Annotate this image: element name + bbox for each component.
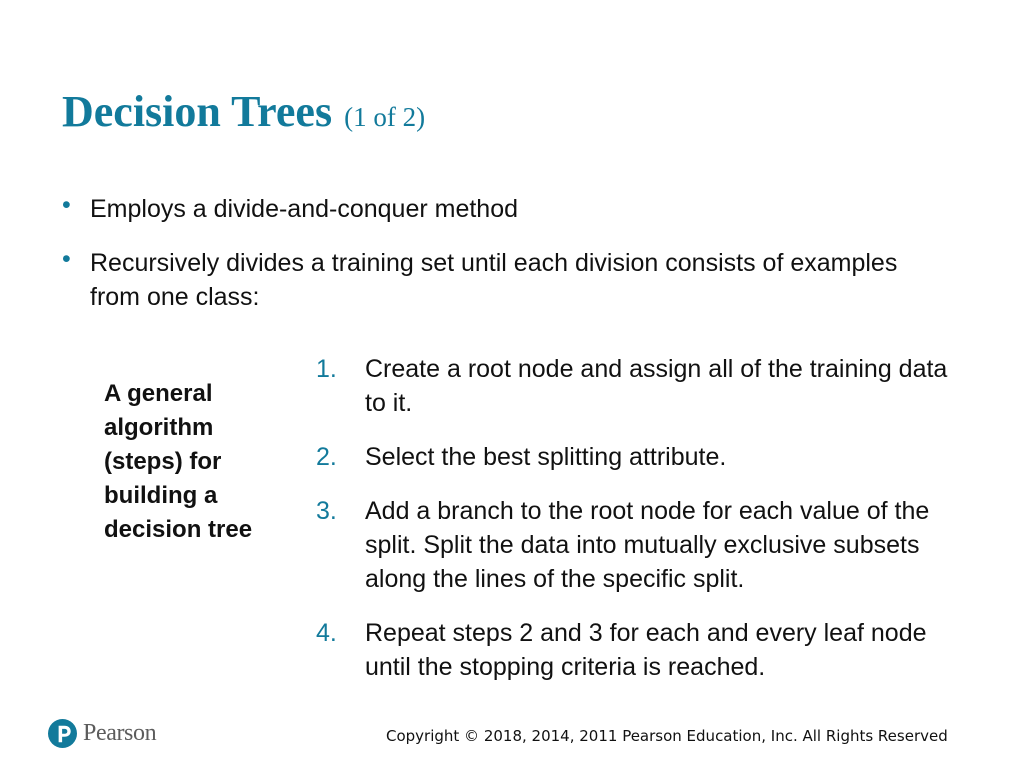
bullet-text: Employs a divide-and-conquer method [90, 195, 519, 223]
copyright-notice: Copyright © 2018, 2014, 2011 Pearson Education, Inc. All Rights Reserved [386, 727, 948, 745]
step-number: 2. [316, 443, 337, 471]
step-text: Create a root node and assign all of the training data to it. [365, 355, 948, 417]
bullet-dot-icon: • [62, 191, 71, 219]
step-text: Add a branch to the root node for each value of the split. Split the data into mutually exclusive subsets along the lines of the specific split. [365, 497, 930, 593]
bullet-list [62, 192, 922, 334]
bullet-item [62, 192, 922, 226]
algorithm-label: A general algorithm (steps) for building a decision tree [104, 380, 253, 543]
algorithm-steps-list [316, 352, 966, 704]
pearson-logo-icon [48, 719, 77, 748]
slide-title-main: Decision Trees [62, 87, 333, 136]
pearson-wordmark: Pearson [83, 720, 157, 746]
step-item [316, 616, 966, 684]
step-number: 1. [316, 355, 337, 383]
step-item [316, 494, 966, 596]
slide-title-suffix: (1 of 2) [344, 102, 426, 132]
step-number: 4. [316, 619, 337, 647]
step-item [316, 352, 966, 420]
step-number: 3. [316, 497, 337, 525]
bullet-text: Recursively divides a training set until each division consists of examples from one class: [90, 249, 898, 311]
slide-title [62, 86, 425, 137]
step-item [316, 440, 966, 474]
bullet-item [62, 246, 922, 314]
step-text: Select the best splitting attribute. [365, 443, 727, 471]
step-text: Repeat steps 2 and 3 for each and every leaf node until the stopping criteria is reached. [365, 619, 927, 681]
bullet-dot-icon: • [62, 245, 71, 273]
pearson-logo [48, 719, 156, 748]
